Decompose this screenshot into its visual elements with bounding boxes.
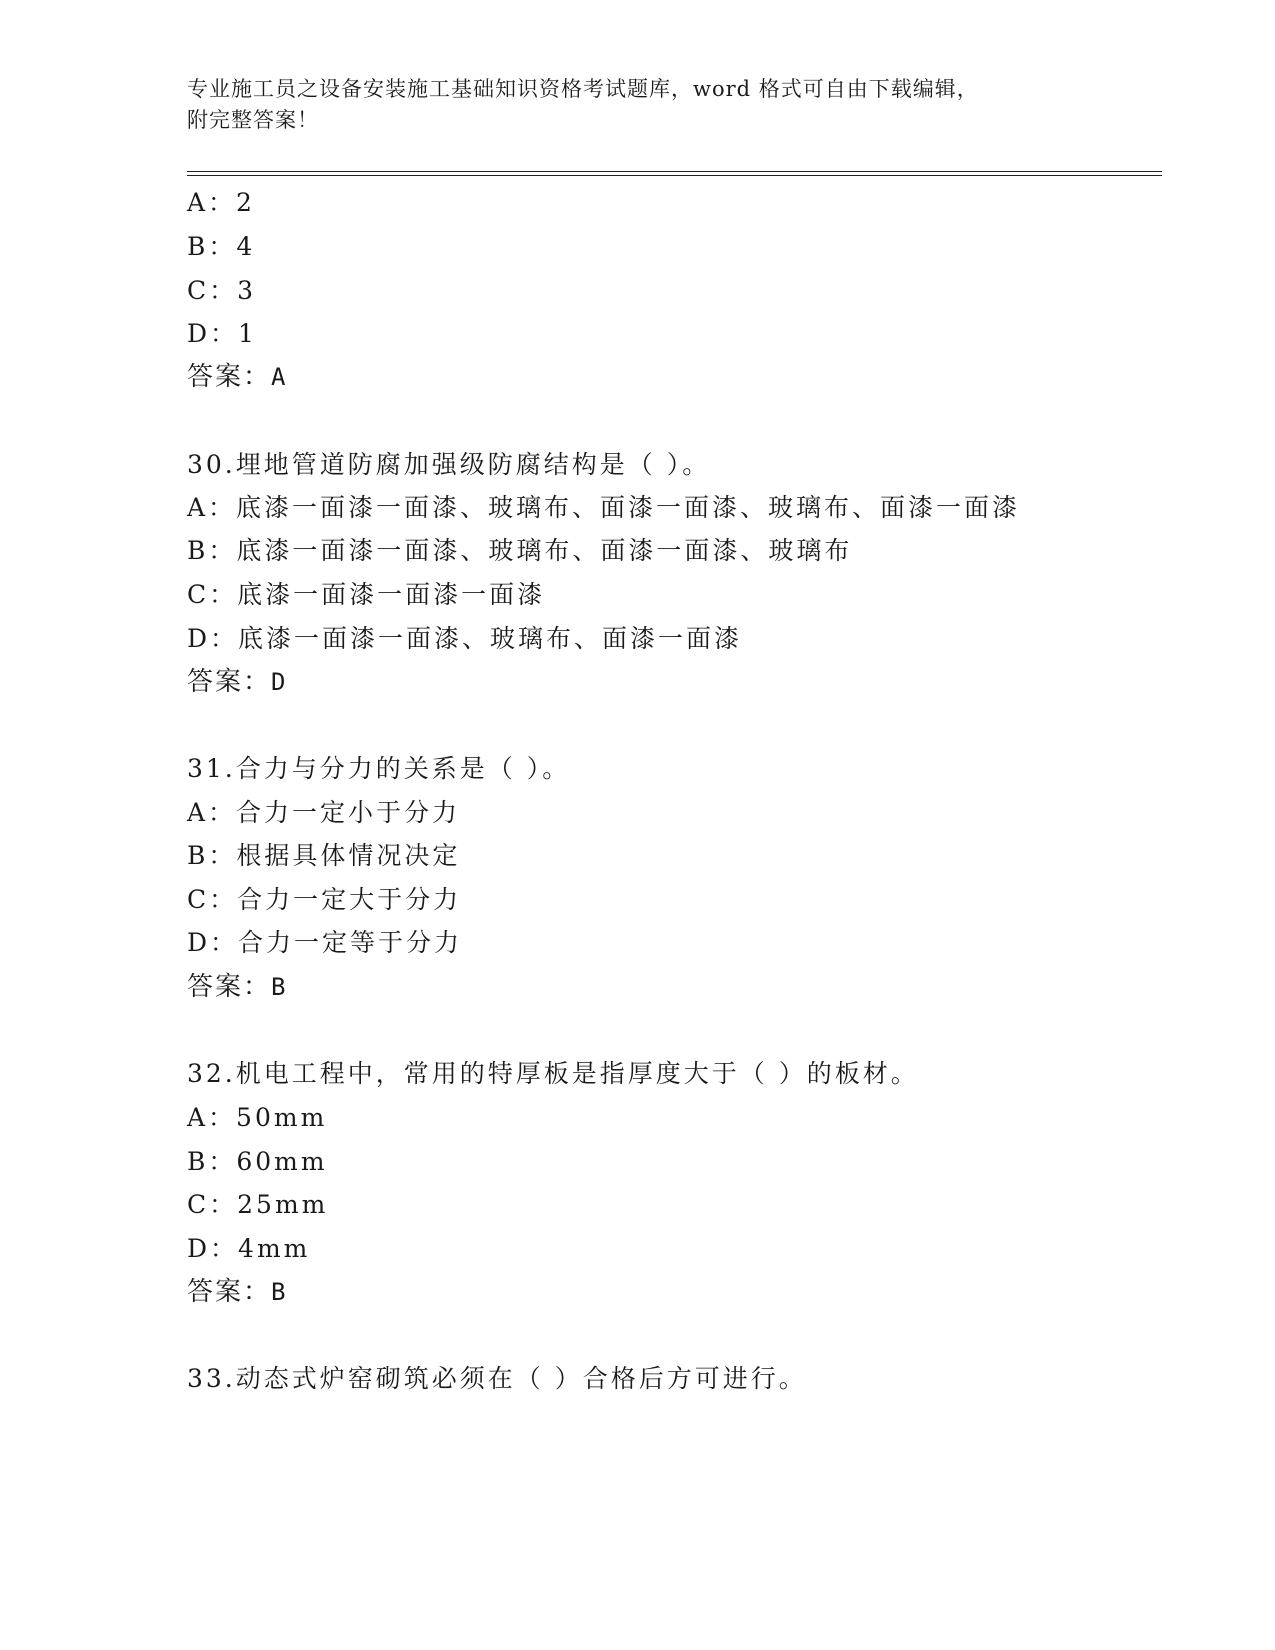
header-rule-bottom bbox=[187, 175, 1162, 176]
q32-question: 32.机电工程中，常用的特厚板是指厚度大于（ ）的板材。 bbox=[187, 1059, 919, 1088]
q31-answer bbox=[187, 971, 287, 1003]
q31-option-b: B：根据具体情况决定 bbox=[187, 841, 461, 870]
q32-option-c: C：25mm bbox=[187, 1190, 329, 1219]
q31-option-c: C：合力一定大于分力 bbox=[187, 885, 462, 914]
q29-option-b: B：4 bbox=[187, 232, 256, 261]
q33-question: 33.动态式炉窑砌筑必须在（ ）合格后方可进行。 bbox=[187, 1364, 807, 1393]
q31-answer-letter: B bbox=[271, 973, 288, 1001]
q30-option-c: C：底漆一面漆一面漆一面漆 bbox=[187, 580, 546, 609]
q30-option-a: A：底漆一面漆一面漆、玻璃布、面漆一面漆、玻璃布、面漆一面漆 bbox=[187, 493, 1021, 522]
q29-option-c: C：3 bbox=[187, 276, 257, 305]
header-line-1: 专业施工员之设备安装施工基础知识资格考试题库，word 格式可自由下载编辑， bbox=[187, 77, 979, 101]
q32-option-a: A：50mm bbox=[187, 1103, 328, 1132]
q30-answer bbox=[187, 666, 287, 698]
q31-question: 31.合力与分力的关系是（ ）。 bbox=[187, 754, 571, 783]
q31-option-a: A：合力一定小于分力 bbox=[187, 798, 461, 827]
q32-answer-letter: B bbox=[271, 1278, 288, 1306]
q31-option-d: D：合力一定等于分力 bbox=[187, 928, 463, 957]
q29-answer-letter: A bbox=[271, 363, 288, 391]
q29-answer bbox=[187, 361, 287, 393]
q30-option-d: D：底漆一面漆一面漆、玻璃布、面漆一面漆 bbox=[187, 624, 743, 653]
q32-option-b: B：60mm bbox=[187, 1147, 328, 1176]
q29-option-a: A：2 bbox=[187, 188, 255, 217]
q30-question: 30.埋地管道防腐加强级防腐结构是（ ）。 bbox=[187, 450, 711, 479]
q32-answer bbox=[187, 1276, 287, 1308]
header-rule-top bbox=[187, 171, 1162, 172]
header-line-2: 附完整答案！ bbox=[187, 108, 319, 132]
q30-option-b: B：底漆一面漆一面漆、玻璃布、面漆一面漆、玻璃布 bbox=[187, 536, 853, 565]
q32-option-d: D：4mm bbox=[187, 1234, 311, 1263]
answer-label: 答案： bbox=[187, 1277, 272, 1307]
q29-option-d: D：1 bbox=[187, 319, 257, 348]
answer-label: 答案： bbox=[187, 667, 272, 697]
q30-answer-letter: D bbox=[271, 668, 288, 696]
answer-label: 答案： bbox=[187, 362, 272, 392]
answer-label: 答案： bbox=[187, 972, 272, 1002]
document-header bbox=[187, 74, 1087, 136]
